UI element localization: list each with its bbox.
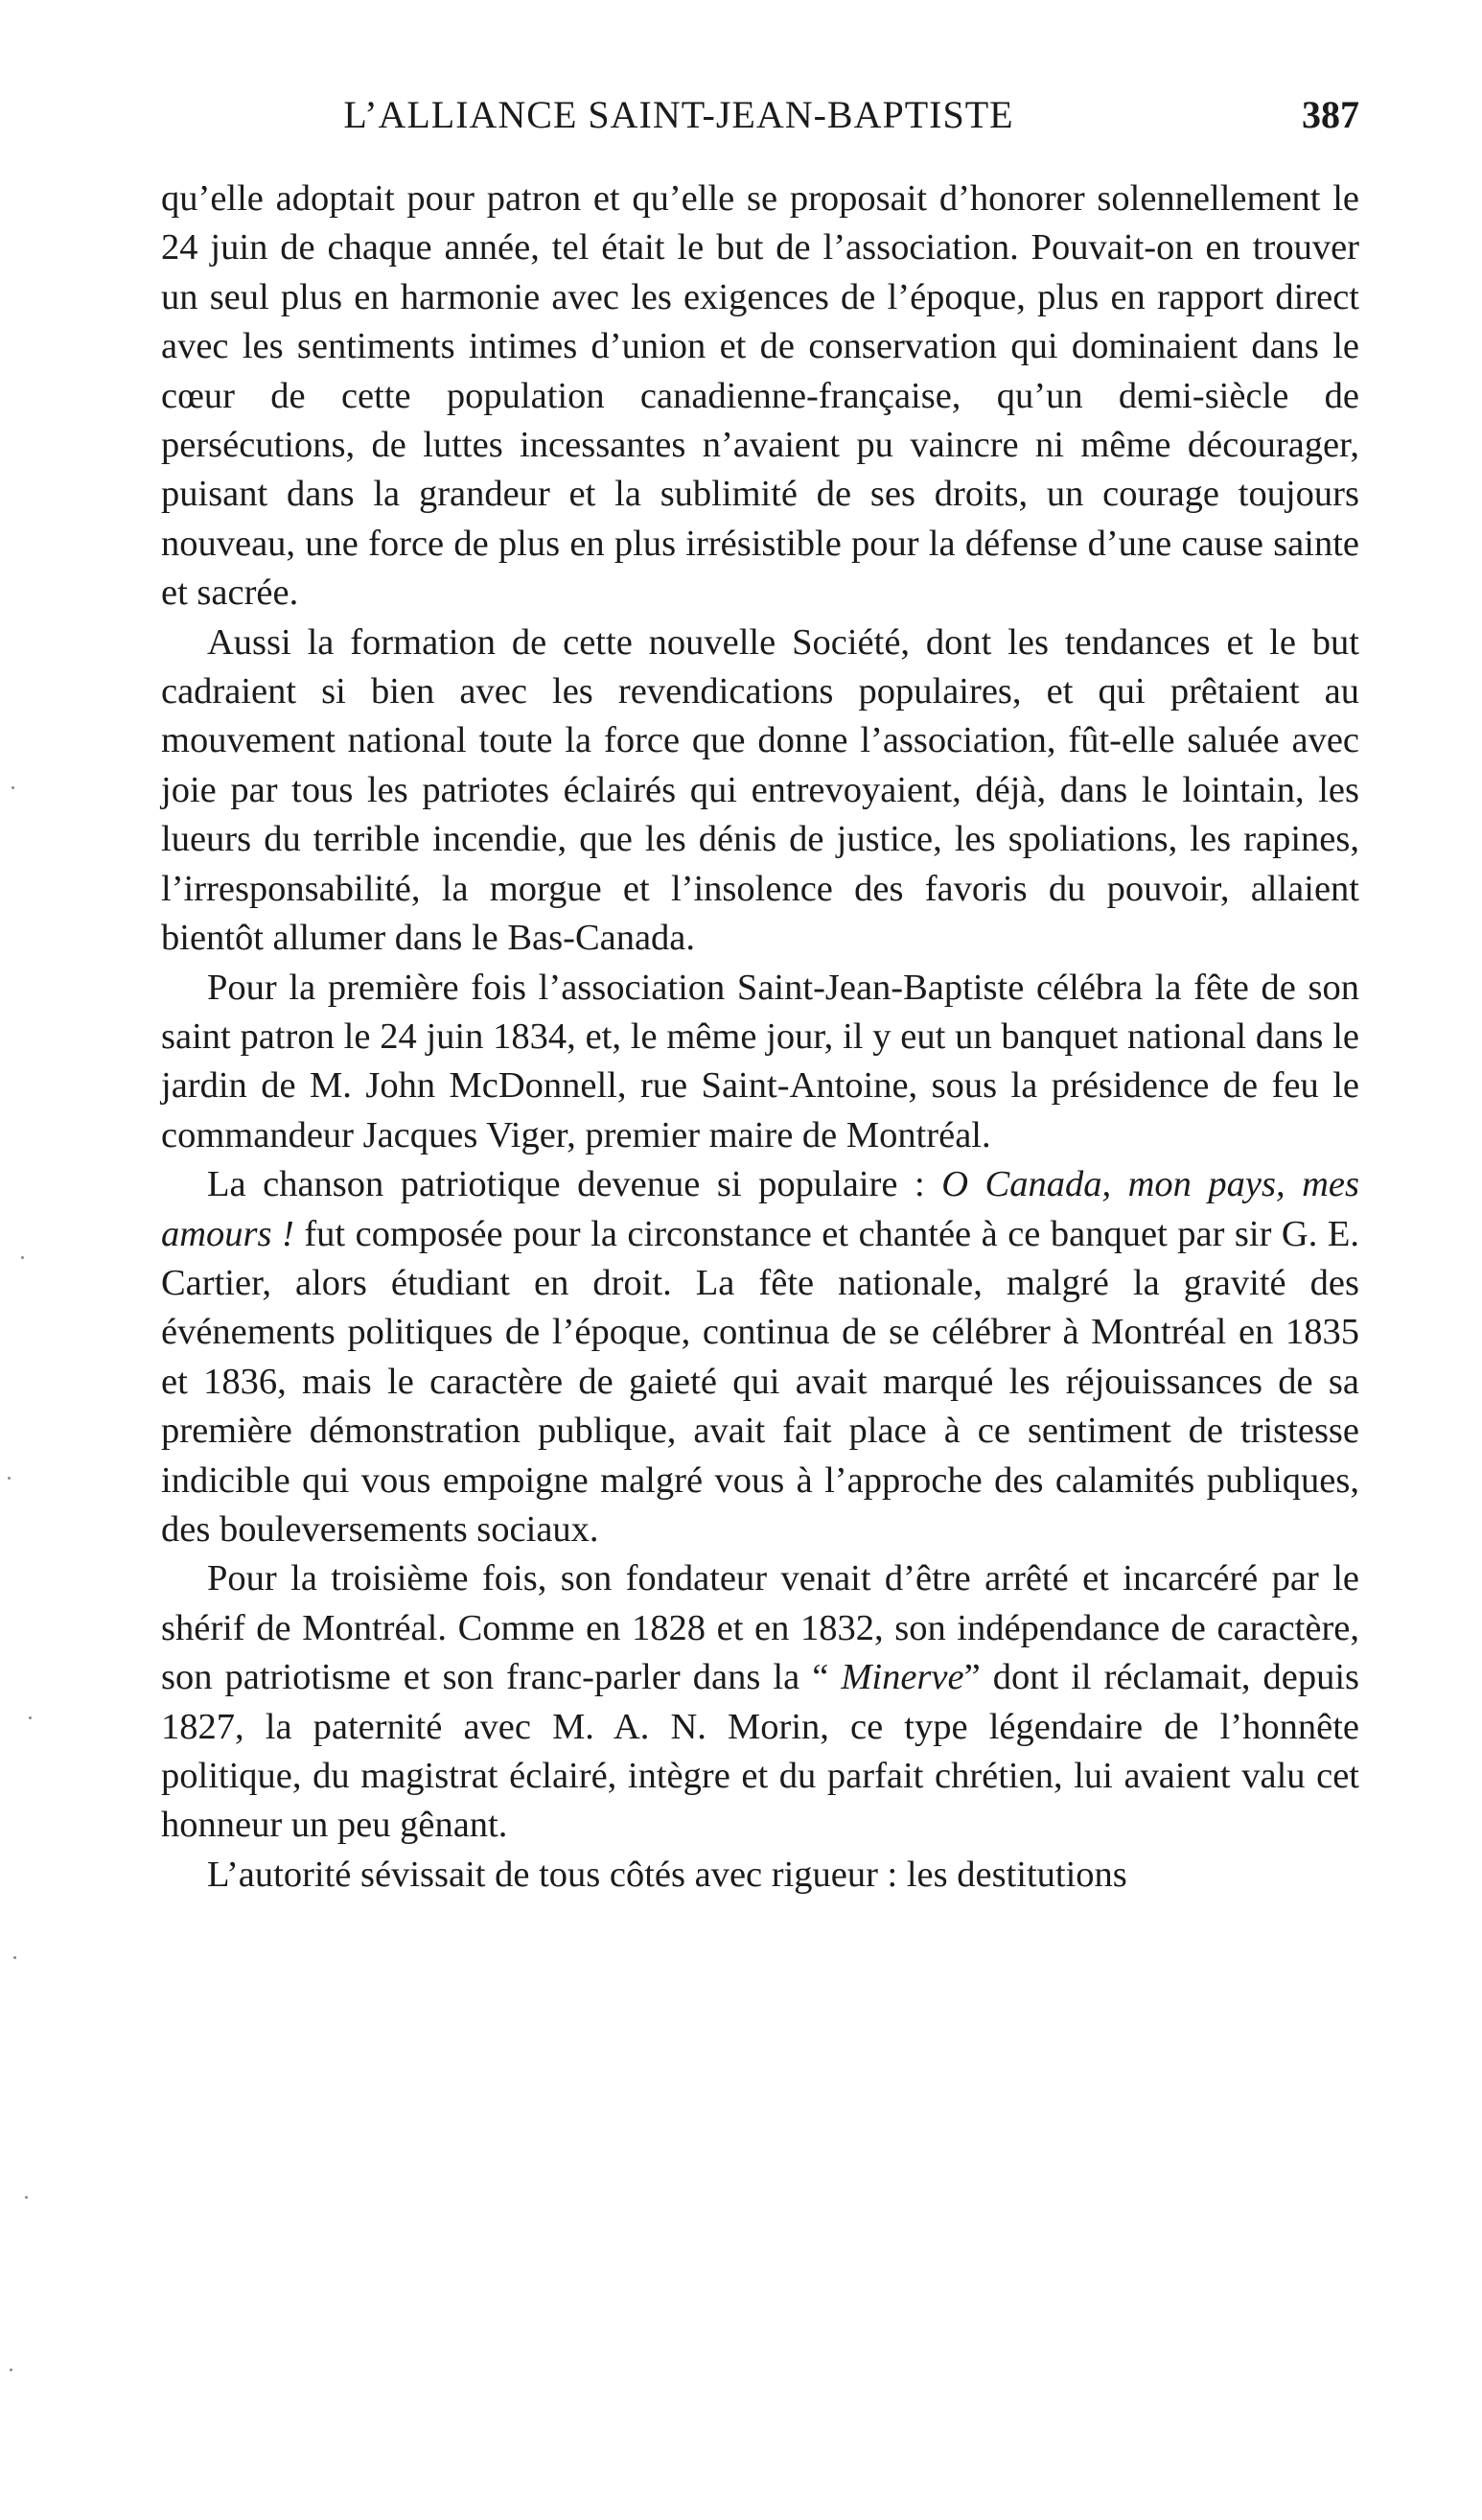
newspaper-title: Minerve [841,1657,964,1698]
running-head [161,86,1359,144]
body-text [161,175,1359,1900]
paragraph-1: qu’elle adoptait pour patron et qu’elle se proposait d’honorer solennellement le 24 juin de chaque année, tel était le but de l’association. Pouvait-on en trouver un seul plus en harmonie avec les exigences de l’époque, plus en rapport direct avec les sentiments intimes d’union et de conservation qui dominaient dans le cœur de cette population canadienne-française, qu’un demi-siècle de persécutions, de luttes incessantes n’avaient pu vaincre ni même décourager, puisant dans la grandeur et la sublimité de ses droits, un courage toujours nouveau, une force de plus en plus irrésistible pour la défense d’une cause sainte et sacrée. [161,178,1359,614]
running-title: L’ALLIANCE SAINT-JEAN-BAPTISTE [343,93,1014,136]
paragraph-3: Pour la première fois l’association Saint-Jean-Baptiste célébra la fête de son saint patron le 24 juin 1834, et, le même jour, il y eut un banquet national dans le jardin de M. John McDonnell, rue Saint-Antoine, sous la présidence de feu le commandeur Jacques Viger, premier maire de Montréal. [161,967,1359,1155]
page-number: 387 [1302,93,1359,136]
paragraph-5 [161,1554,1359,1850]
song-title: O Canada, mon pays, mes amours ! [161,1164,1360,1254]
paragraph-6: L’autorité sévissait de tous côtés avec rigueur : les destitutions [207,1854,1127,1895]
scan-margin-noise [0,0,58,2520]
paragraph-4 [161,1160,1359,1554]
paragraph-4-text-a: La chanson patriotique devenue si populaire : [207,1164,942,1205]
paragraph-4-text-b: fut composée pour la circonstance et chantée à ce banquet par sir G. E. Cartier, alors étudiant en droit. La fête nationale, malgré la gravité des événements politiques de l’époque, continua de se célébrer à Montréal en 1835 et 1836, mais le caractère de gaieté qui avait marqué les réjouissances de sa première démonstration publique, avait fait place à ce sentiment de tristesse indicible qui vous empoigne malgré vous à l’approche des calamités publiques, des bouleversements sociaux. [161,1213,1359,1550]
paragraph-2: Aussi la formation de cette nouvelle Société, dont les tendances et le but cadraient si bien avec les revendications populaires, et qui prêtaient au mouvement national toute la force que donne l’association, fût-elle saluée avec joie par tous les patriotes éclairés qui entrevoyaient, déjà, dans le lointain, les lueurs du terrible incendie, que les dénis de justice, les spoliations, les rapines, l’irresponsabilité, la morgue et l’insolence des favoris du pouvoir, allaient bientôt allumer dans le Bas-Canada. [161,621,1359,959]
paragraph-5-text-a: Pour la troisième fois, son fondateur venait d’être arrêté et incarcéré par le shérif de Montréal. Comme en 1828 et en 1832, son indépendance de caractère, son patriotisme et son franc-parler dans la “ [161,1558,1359,1698]
paragraph-5-text-b: ” dont il réclamait, depuis 1827, la paternité avec M. A. N. Morin, ce type légendaire de l’honnête politique, du magistrat éclairé, intègre et du parfait chrétien, lui avaient valu cet honneur un peu gênant. [161,1657,1360,1846]
